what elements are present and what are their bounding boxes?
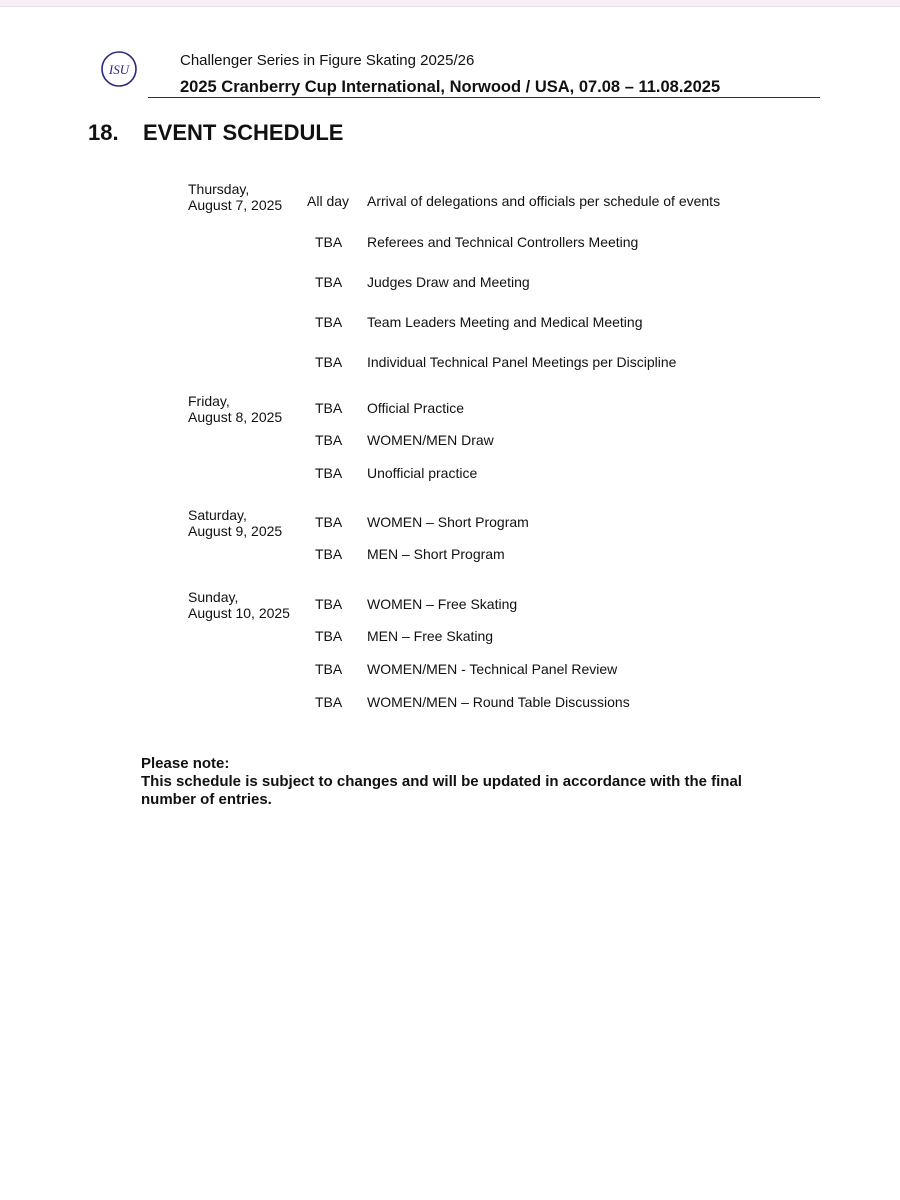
day-saturday (188, 507, 282, 539)
schedule-time: TBA (315, 274, 343, 290)
schedule-activity: WOMEN/MEN – Round Table Discussions (367, 694, 630, 710)
schedule-activity: WOMEN – Short Program (367, 514, 529, 530)
schedule-time: TBA (315, 596, 343, 612)
schedule-time: TBA (315, 234, 343, 250)
note-text: This schedule is subject to changes and will be updated in accordance with the final number of entries. (141, 773, 742, 808)
schedule-activity: Individual Technical Panel Meetings per Discipline (367, 354, 677, 370)
day-name: Thursday, (188, 181, 250, 197)
section-title: EVENT SCHEDULE (143, 120, 344, 145)
schedule-time: All day (307, 193, 350, 209)
event-title: 2025 Cranberry Cup International, Norwood / USA, 07.08 – 11.08.2025 (180, 78, 721, 96)
day-name: Saturday, (188, 507, 247, 523)
schedule-time: TBA (315, 314, 343, 330)
day-date: August 9, 2025 (188, 523, 283, 539)
schedule-activity: Referees and Technical Controllers Meeting (367, 234, 639, 250)
schedule-time: TBA (315, 400, 343, 416)
schedule-activity: MEN – Short Program (367, 546, 505, 562)
schedule-activity: Team Leaders Meeting and Medical Meeting (367, 314, 643, 330)
schedule-time: TBA (315, 354, 343, 370)
day-thursday (188, 181, 282, 213)
header-divider (148, 97, 820, 98)
day-date: August 7, 2025 (188, 197, 283, 213)
day-name: Sunday, (188, 589, 239, 605)
schedule-activity: WOMEN/MEN Draw (367, 432, 494, 448)
schedule-time: TBA (315, 628, 343, 644)
schedule-activity: WOMEN – Free Skating (367, 596, 518, 612)
page-top-edge (0, 0, 900, 7)
schedule-time: TBA (315, 694, 343, 710)
schedule-time: TBA (315, 546, 343, 562)
schedule-activity: Official Practice (367, 400, 464, 416)
note-heading: Please note: (141, 755, 230, 772)
schedule-time: TBA (315, 661, 343, 677)
section-number: 18. (88, 120, 119, 145)
day-friday (188, 393, 282, 425)
isu-logo (100, 50, 138, 88)
svg-text:ISU: ISU (108, 62, 130, 77)
day-sunday (188, 589, 290, 621)
section-heading (88, 120, 343, 146)
schedule-time: TBA (315, 432, 343, 448)
schedule-activity: Judges Draw and Meeting (367, 274, 530, 290)
series-title: Challenger Series in Figure Skating 2025/26 (180, 52, 475, 69)
schedule-note (141, 755, 781, 809)
schedule-time: TBA (315, 465, 343, 481)
schedule-activity: Unofficial practice (367, 465, 478, 481)
schedule-activity: MEN – Free Skating (367, 628, 494, 644)
day-name: Friday, (188, 393, 230, 409)
day-date: August 10, 2025 (188, 605, 290, 621)
schedule-activity: WOMEN/MEN - Technical Panel Review (367, 661, 618, 677)
schedule-time: TBA (315, 514, 343, 530)
schedule-activity: Arrival of delegations and officials per schedule of events (367, 193, 721, 209)
day-date: August 8, 2025 (188, 409, 283, 425)
